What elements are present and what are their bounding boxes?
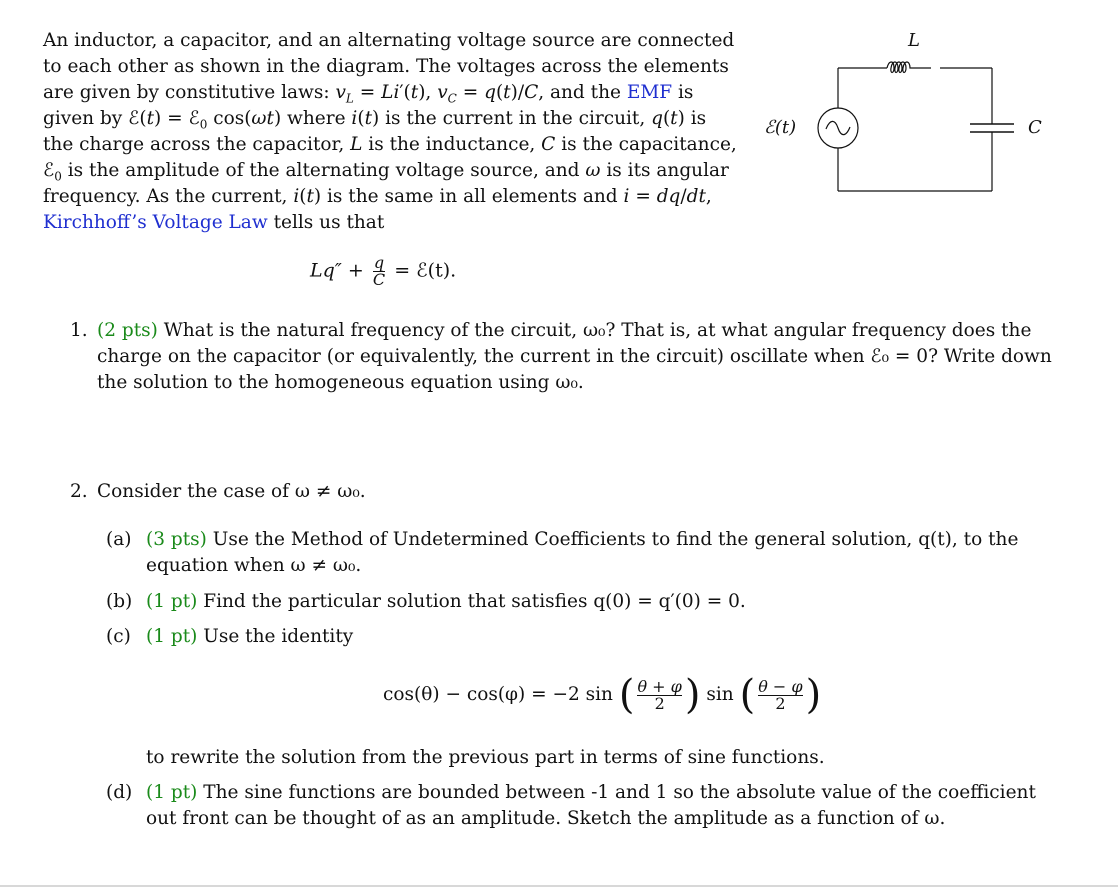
fraction-numerator: q xyxy=(373,253,385,272)
intro-line-1: An inductor, a capacitor, and an alternating voltage source are connected xyxy=(43,30,735,51)
q2b-line xyxy=(146,589,746,615)
frac2-numerator: θ − φ xyxy=(758,676,803,696)
frac2-denominator: 2 xyxy=(775,693,786,713)
intro-line-4: given by ℰ(t) = ℰ$_0$ cos(ωt) where i(t) is the current in the circuit, q(t) is xyxy=(43,108,707,132)
q2c-text: Use the identity xyxy=(203,626,354,647)
intro-line-7: frequency. As the current, i(t) is the same in all elements and i = dq/dt, xyxy=(43,186,712,207)
q2a-points: (3 pts) xyxy=(146,529,207,550)
q2c-line xyxy=(146,624,353,650)
intro-line-6: ℰ$_0$ is the amplitude of the alternating voltage source, and ω is its angular xyxy=(43,160,729,184)
bottom-divider xyxy=(0,885,1118,887)
q2a-line-1 xyxy=(146,527,1018,553)
question-1 xyxy=(70,318,1080,398)
intro-line-3-text: are given by constitutive laws: $v_L = Li'(t)$, $v_C = q(t)/C$, and the xyxy=(43,82,627,106)
source-label: ℰ(t) xyxy=(764,117,797,138)
q1-line-3: the solution to the homogeneous equation using ω₀. xyxy=(97,372,584,393)
intro-line-2: to each other as shown in the diagram. The voltages across the elements xyxy=(43,56,729,77)
intro-line-3-end: is xyxy=(672,82,694,103)
q2c-after: to rewrite the solution from the previous part in terms of sine functions. xyxy=(146,747,825,768)
q2d-points: (1 pt) xyxy=(146,782,198,803)
q2b-text: Find the particular solution that satisfies q(0) = q′(0) = 0. xyxy=(203,591,746,612)
frac1-denominator: 2 xyxy=(654,693,665,713)
fraction-denominator: C xyxy=(372,270,386,289)
emf-link[interactable]: EMF xyxy=(626,82,673,103)
q2a-line-2: equation when ω ≠ ω₀. xyxy=(146,555,362,576)
q2-number: 2. xyxy=(70,481,88,502)
identity-sin: sin xyxy=(706,684,734,705)
q2a-label: (a) xyxy=(106,529,132,550)
circuit-svg xyxy=(760,28,1060,203)
q1-line-1 xyxy=(97,318,1031,344)
main-equation xyxy=(310,255,456,288)
equation-rhs: = ℰ(t). xyxy=(394,259,457,282)
identity-fraction-2 xyxy=(758,676,803,713)
circuit-diagram xyxy=(760,28,1060,203)
intro-line-5: the charge across the capacitor, L is the inductance, C is the capacitance, xyxy=(43,134,737,155)
q2a-text-1: Use the Method of Undetermined Coefficients to find the general solution, q(t), to the xyxy=(212,529,1019,550)
inductor-label: L xyxy=(908,30,920,51)
q2d-line-1 xyxy=(146,780,1036,806)
equation-lhs: Lq″ + xyxy=(310,259,364,282)
identity-left: cos(θ) − cos(φ) = −2 sin xyxy=(383,684,613,705)
frac1-numerator: θ + φ xyxy=(637,676,682,696)
q2c-label: (c) xyxy=(106,626,131,647)
q1-points: (2 pts) xyxy=(97,320,158,341)
kvl-link[interactable]: Kirchhoff’s Voltage Law xyxy=(43,212,268,233)
q-over-c-fraction xyxy=(373,255,385,288)
q2b-points: (1 pt) xyxy=(146,591,198,612)
intro-line-8: Kirchhoff’s Voltage Law tells us that xyxy=(43,212,385,233)
q2-text: Consider the case of ω ≠ ω₀. xyxy=(97,481,366,502)
q1-text-1: What is the natural frequency of the circuit, ω₀? That is, at what angular frequency does the xyxy=(163,320,1032,341)
identity-fraction-1 xyxy=(637,676,682,713)
q2d-line-2: out front can be thought of as an amplitude. Sketch the amplitude as a function of ω. xyxy=(146,808,946,829)
question-2 xyxy=(70,479,1080,839)
q2c-points: (1 pt) xyxy=(146,626,198,647)
q1-line-2: charge on the capacitor (or equivalently, the current in the circuit) oscillate when ℰ₀ = 0? Write down xyxy=(97,346,1052,367)
q2b-label: (b) xyxy=(106,591,133,612)
inductor-icon xyxy=(887,62,931,73)
q2d-label: (d) xyxy=(106,782,133,803)
capacitor-label: C xyxy=(1028,117,1042,138)
sine-wave-icon xyxy=(826,121,850,134)
trig-identity: cos(θ) − cos(φ) = −2 sin ( $\frac{\theta + \varphi}{2}$ ) sin ( $\frac{\theta - \varphi}{2}$ ) xyxy=(383,672,822,718)
q1-number: 1. xyxy=(70,320,88,341)
q2d-text-1: The sine functions are bounded between -1 and 1 so the absolute value of the coefficient xyxy=(203,782,1036,803)
